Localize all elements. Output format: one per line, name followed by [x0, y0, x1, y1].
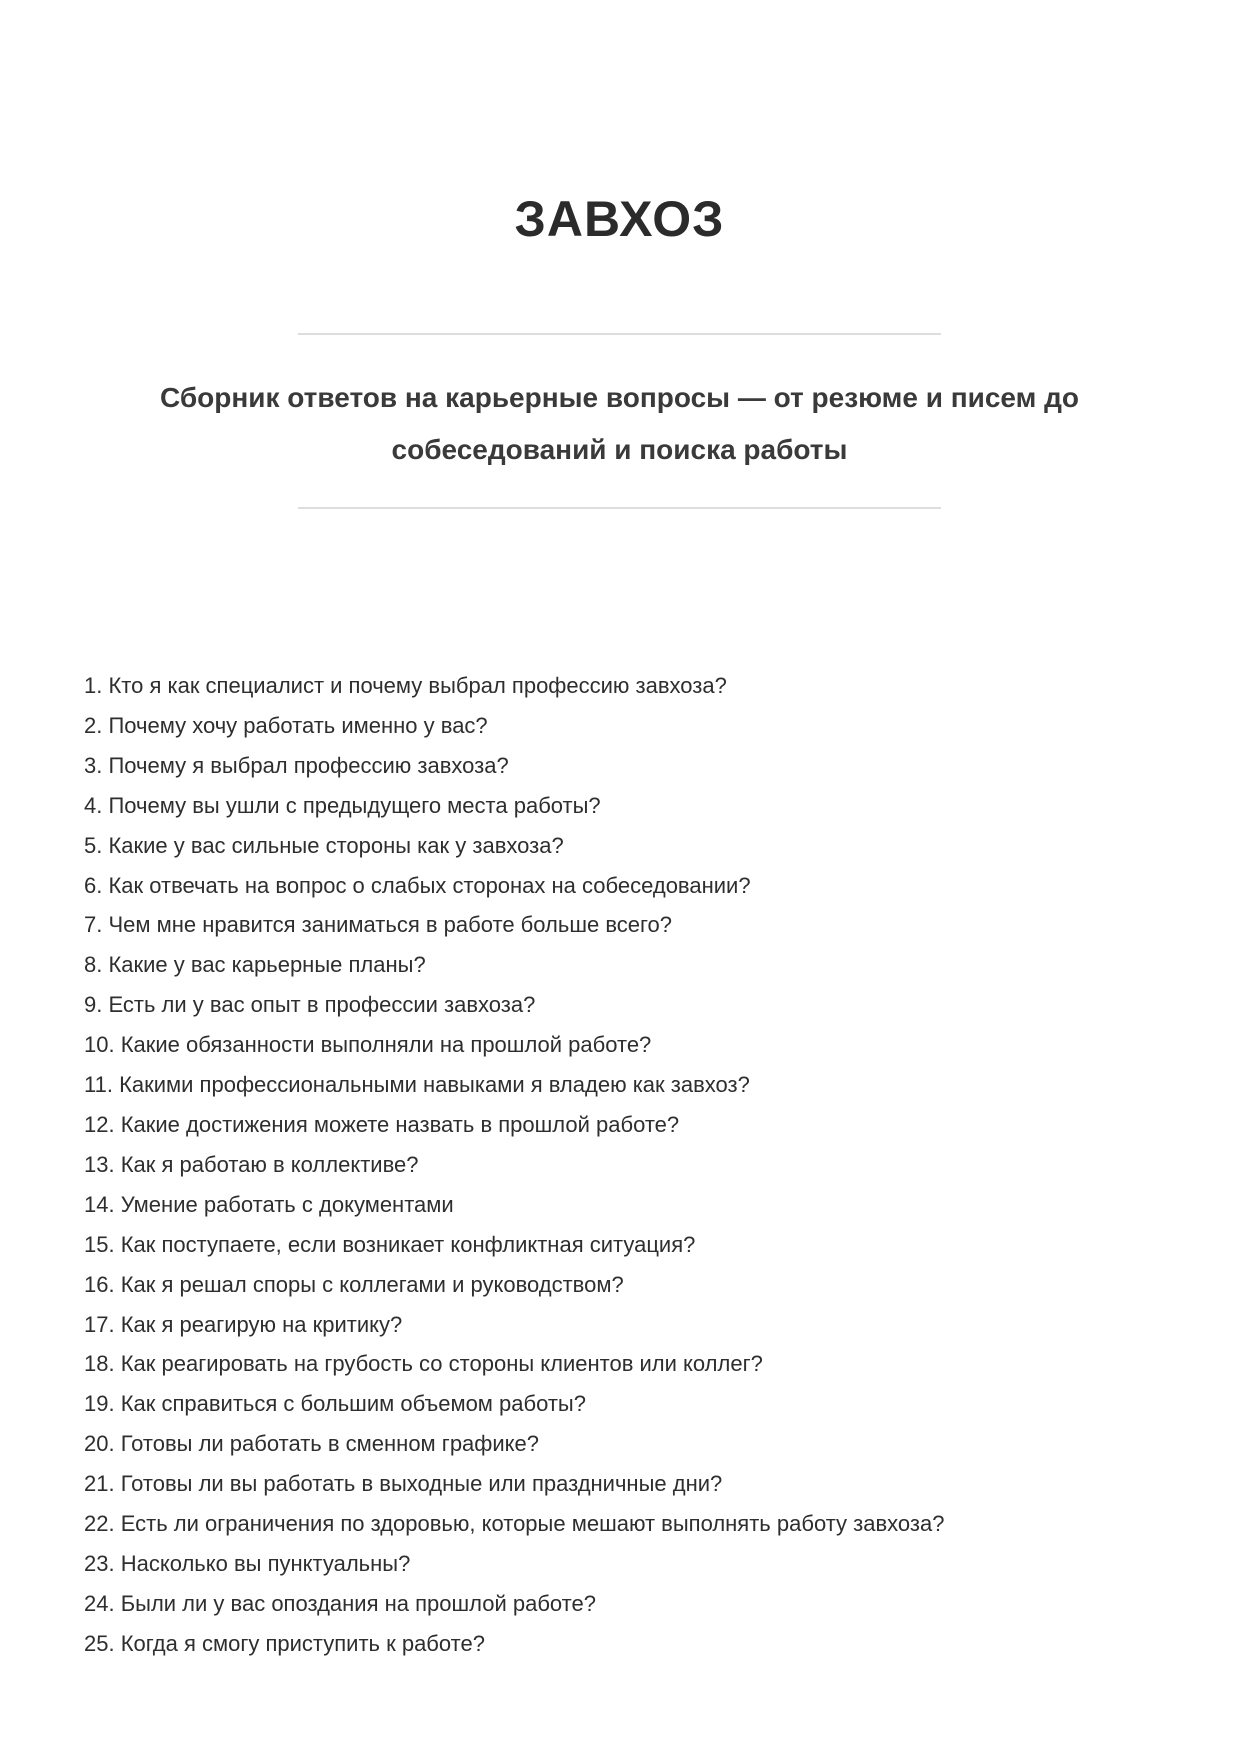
- list-item: 7. Чем мне нравится заниматься в работе больше всего?: [84, 912, 673, 938]
- list-item: 25. Когда я смогу приступить к работе?: [84, 1630, 485, 1656]
- list-item: 3. Почему я выбрал профессию завхоза?: [84, 752, 509, 778]
- list-item: 16. Как я решал споры с коллегами и руководством?: [84, 1271, 624, 1297]
- list-item: 4. Почему вы ушли с предыдущего места работы?: [84, 792, 601, 818]
- list-item: 22. Есть ли ограничения по здоровью, которые мешают выполнять работу завхоза?: [84, 1511, 945, 1537]
- list-item: 17. Как я реагирую на критику?: [84, 1311, 403, 1337]
- list-item: 11. Какими профессиональными навыками я владею как завхоз?: [84, 1072, 750, 1098]
- list-item: 12. Какие достижения можете назвать в прошлой работе?: [84, 1111, 680, 1137]
- list-item: 18. Как реагировать на грубость со стороны клиентов или коллег?: [84, 1351, 763, 1377]
- list-item: 24. Были ли у вас опоздания на прошлой работе?: [84, 1590, 596, 1616]
- subtitle: Сборник ответов на карьерные вопросы — от резюме и писем до собеседований и поиска работы: [160, 382, 1079, 465]
- list-item: 2. Почему хочу работать именно у вас?: [84, 712, 488, 738]
- list-item: 9. Есть ли у вас опыт в профессии завхоза?: [84, 992, 536, 1018]
- list-item: 1. Кто я как специалист и почему выбрал профессию завхоза?: [84, 673, 727, 698]
- page-title: ЗАВХОЗ: [514, 191, 725, 247]
- list-item: 20. Готовы ли работать в сменном графике?: [84, 1431, 540, 1457]
- list-item: 19. Как справиться с большим объемом работы?: [84, 1391, 586, 1417]
- divider-bottom: [298, 507, 941, 509]
- list-item: 8. Какие у вас карьерные планы?: [84, 952, 426, 978]
- list-item: 14. Умение работать с документами: [84, 1191, 454, 1217]
- list-item: 6. Как отвечать на вопрос о слабых сторонах на собеседовании?: [84, 872, 751, 898]
- list-item: 5. Какие у вас сильные стороны как у завхоза?: [84, 832, 564, 858]
- list-item: 21. Готовы ли вы работать в выходные или праздничные дни?: [84, 1471, 723, 1497]
- question-list: [84, 666, 944, 1664]
- divider-top: [298, 333, 941, 335]
- list-item: 23. Насколько вы пунктуальны?: [84, 1550, 411, 1576]
- list-item: 13. Как я работаю в коллективе?: [84, 1151, 419, 1177]
- list-item: 15. Как поступаете, если возникает конфликтная ситуация?: [84, 1231, 696, 1257]
- list-item: 10. Какие обязанности выполняли на прошлой работе?: [84, 1032, 652, 1058]
